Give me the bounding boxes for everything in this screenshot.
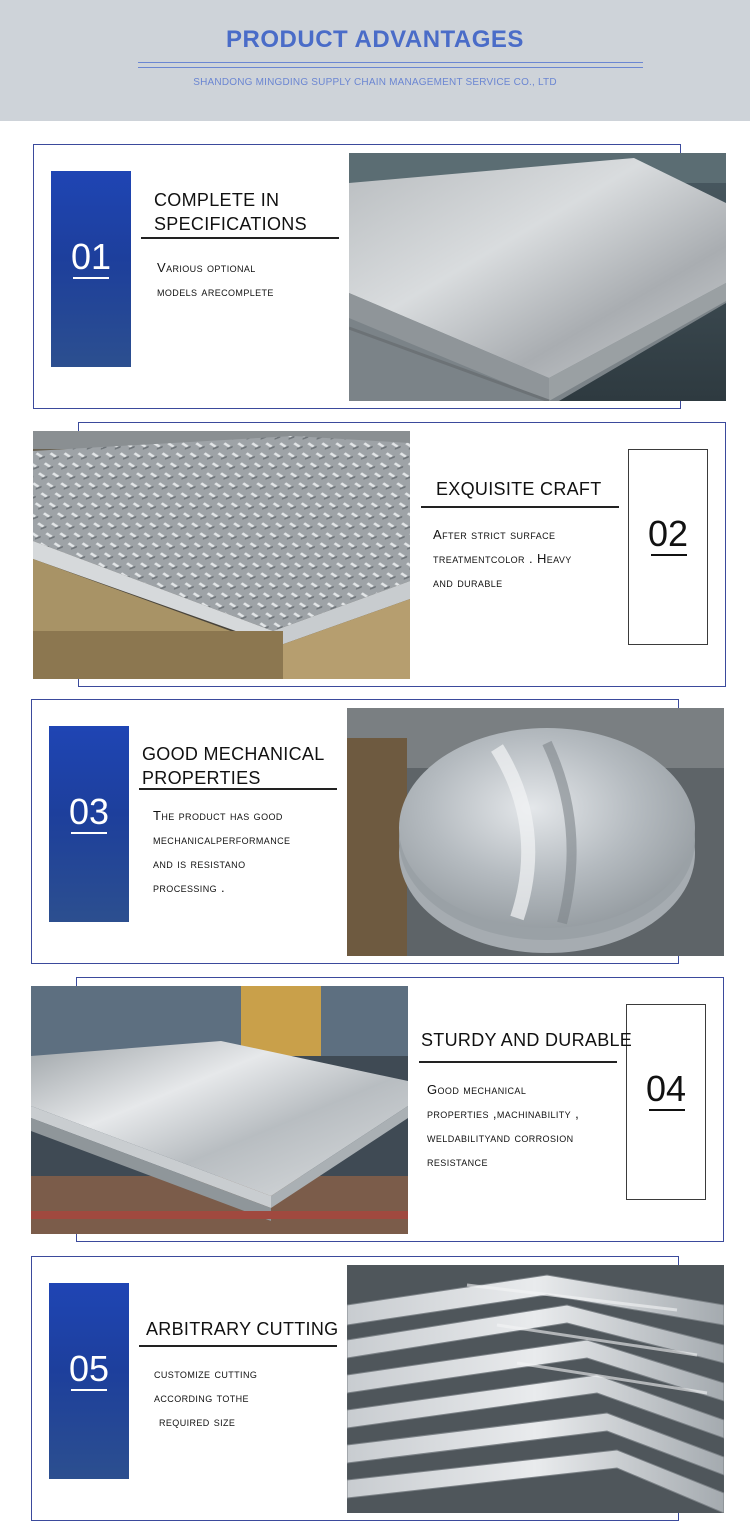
section-05-number-underline [71,1389,107,1391]
section-03-desc-line: processing . [153,880,226,895]
section-05-desc-line: required size [159,1414,236,1429]
section-02-title-rule [421,506,619,508]
section-04-number-box [626,1004,706,1200]
section-03-title-line1: GOOD MECHANICAL [142,744,325,764]
section-04-title [421,1028,632,1052]
section-05-title-line1: ARBITRARY CUTTING [146,1319,339,1339]
section-03-number-underline [71,832,107,834]
section-01-number: 01 [70,236,112,277]
section-03-desc-line: mechanicalperformance [153,832,291,847]
section-03-desc-line: and is resistano [153,856,246,871]
aluminum-strip-stack-photo [347,1265,724,1513]
section-05-title-rule [139,1345,337,1347]
section-05-number-box [49,1283,129,1479]
section-05-title [146,1317,338,1341]
section-05-desc-line: customize cutting [154,1366,258,1381]
section-03-description [153,804,290,900]
section-04-desc-line: Good mechanical [427,1082,527,1097]
section-01-title [154,188,307,236]
section-03-desc-line: The product has good [153,808,283,823]
section-04-title-line1: STURDY AND DURABLE [421,1030,633,1050]
section-01-desc-line: models arecomplete [157,284,274,299]
header-divider-top [138,62,643,63]
section-05-number: 05 [68,1348,110,1389]
section-04-title-rule [419,1061,617,1063]
section-01-number-box [51,171,131,367]
checkered-plate-photo [33,431,410,679]
section-04-number-underline [649,1109,685,1111]
section-01-title-line1: COMPLETE IN [154,190,280,210]
header-banner [0,0,750,121]
section-01-desc-line: Various optional [157,260,256,275]
section-03-number-box [49,726,129,922]
section-03-title [142,742,325,790]
section-03-title-rule [139,788,337,790]
section-02-number-box [628,449,708,645]
header-divider-bottom [138,67,643,68]
page-title: PRODUCT ADVANTAGES [226,26,524,53]
section-02-title-line1: EXQUISITE CRAFT [436,479,602,499]
section-05-desc-line: according tothe [154,1390,249,1405]
section-01-number-underline [73,277,109,279]
section-01-title-line2: SPECIFICATIONS [154,214,307,234]
section-01-description [157,256,274,304]
section-03-number: 03 [68,791,110,832]
section-04-desc-line: weldabilityand corrosion [427,1130,574,1145]
thick-aluminum-plate-photo [31,986,408,1234]
section-02-number: 02 [647,513,689,554]
section-04-desc-line: properties ,machinability , [427,1106,580,1121]
section-01-title-rule [141,237,339,239]
aluminum-plate-stack-photo [349,153,726,401]
section-04-number: 04 [645,1068,687,1109]
section-02-desc-line: and durable [433,575,503,590]
aluminum-circle-disc-photo [347,708,724,956]
section-05-description [154,1362,257,1434]
section-04-desc-line: resistance [427,1154,488,1169]
section-02-number-underline [651,554,687,556]
section-03-title-line2: PROPERTIES [142,768,261,788]
section-04-description [427,1078,579,1174]
section-02-desc-line: After strict surface [433,527,556,542]
section-02-title [436,477,602,501]
company-name: SHANDONG MINGDING SUPPLY CHAIN MANAGEMENT SERVICE CO., LTD [193,77,557,88]
section-02-desc-line: treatmentcolor . Heavy [433,551,572,566]
section-02-description [433,523,572,595]
